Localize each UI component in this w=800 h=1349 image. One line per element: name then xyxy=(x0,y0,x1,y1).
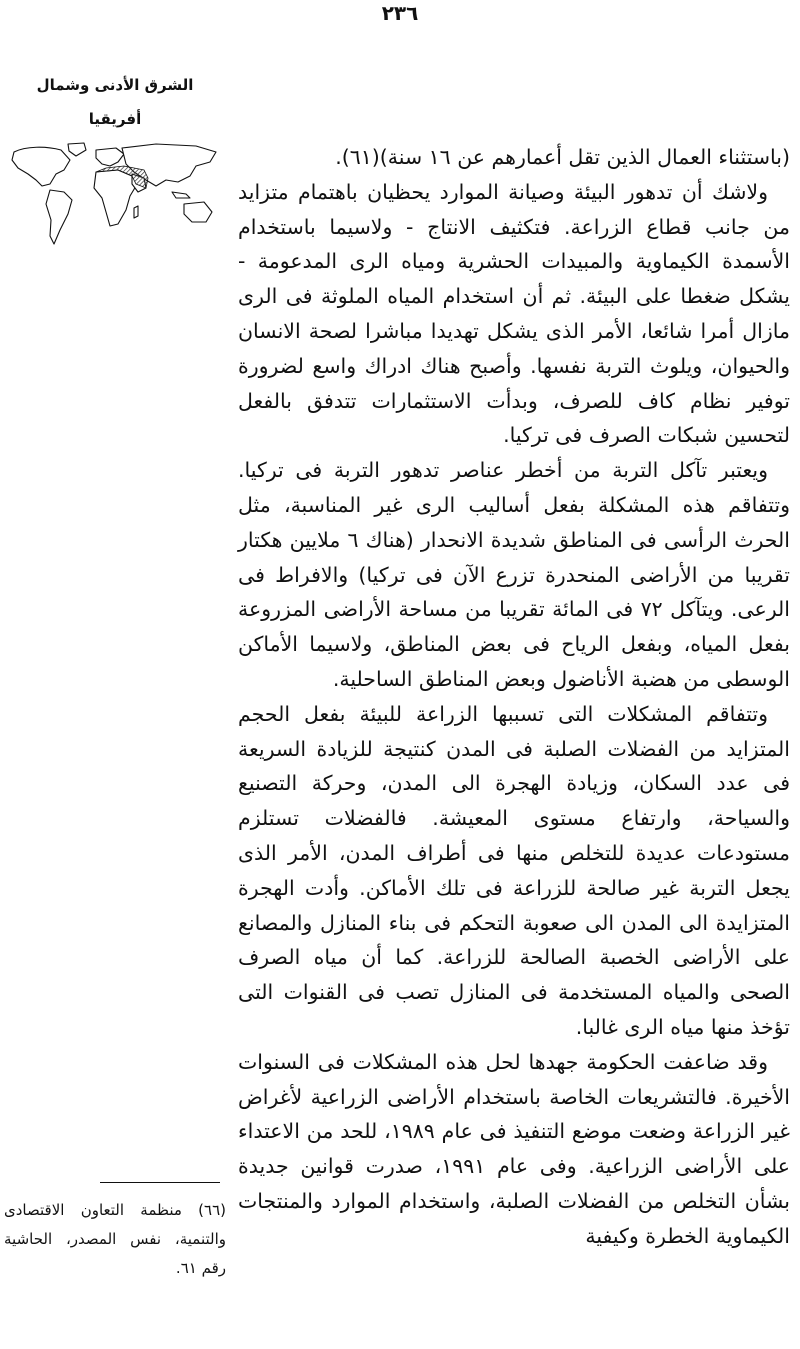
paragraph-2: ولاشك أن تدهور البيئة وصيانة الموارد يحظيان باهتمام متزايد من جانب قطاع الزراعة. فتكثيف الانتاج - ولاسيما باستخدام الأسمدة الكيماوية والمبيدات الحشرية ومياه الرى المدعومة - يشكل ضغطا على البيئة. ثم أن استخدام المياه الملوثة فى الرى مازال أمرا شائعا، الأمر الذى يشكل تهديدا مباشرا لصحة الانسان والحيوان، ويلوث التربة نفسها. وأصبح هناك ادراك واسع لضرورة توفير نظام كاف للصرف، وبدأت الاستثمارات تتدفق بالفعل لتحسين شبكات الصرف فى تركيا. xyxy=(238,179,790,448)
greenland-shape xyxy=(68,143,86,156)
south-america-shape xyxy=(46,190,72,244)
paragraph-4: وتتفاقم المشكلات التى تسببها الزراعة للبيئة بفعل الحجم المتزايد من الفضلات الصلبة فى المدن كنتيجة للزيادة السريعة فى عدد السكان، وزيادة الهجرة الى المدن، وحركة التصنيع والسياحة، وارتفاع مستوى المعيشة. فالفضلات تستلزم مستودعات عديدة للتخلص منها فى أطراف المدن، الأمر الذى يجعل التربة غير صالحة للزراعة فى تلك الأماكن. وأدت الهجرة المتزايدة الى المدن الى صعوبة التحكم فى بناء المنازل والمصانع على الأراضى الخصبة الصالحة للزراعة. كما أن مياه الصرف الصحى والمياه المستخدمة فى المنازل تصب فى القنوات التى تؤخذ منها مياه الرى غالبا. xyxy=(238,701,790,1039)
footnote-divider xyxy=(100,1182,220,1183)
sidebar-caption-line1: الشرق الأدنى وشمال xyxy=(36,76,194,94)
madagascar-shape xyxy=(134,206,138,218)
paragraph-1: (باستثناء العمال الذين تقل أعمارهم عن ١٦ سنة)(٦١). xyxy=(335,145,790,169)
paragraph-5: وقد ضاعفت الحكومة جهدها لحل هذه المشكلات فى السنوات الأخيرة. فالتشريعات الخاصة باستخدام الأراضى الزراعية لأغراض غير الزراعة وضعت موضع التنفيذ فى عام ١٩٨٩، للحد من الاعتداء على الأراضى الزراعية. وفى عام ١٩٩١، صدرت قوانين جديدة بشأن التخلص من الفضلات الصلبة، واستخدام الموارد والمنتجات الكيماوية الخطرة وكيفية xyxy=(238,1049,790,1248)
sidebar-caption xyxy=(10,68,220,136)
australia-shape xyxy=(184,202,212,222)
europe-shape xyxy=(96,148,124,166)
paragraph-3: ويعتبر تآكل التربة من أخطر عناصر تدهور التربة فى تركيا. وتتفاقم هذه المشكلة بفعل أساليب الرى غير المناسبة، مثل الحرث الرأسى فى المناطق شديدة الانحدار (هناك ٦ ملايين هكتار تقريبا من الأراضى المنحدرة تزرع الآن فى تركيا) والافراط فى الرعى. ويتآكل ٧٢ فى المائة تقريبا من مساحة الأراضى المزروعة بفعل المياه، وبفعل الرياح فى بعض المناطق، ولاسيما الأماكن الوسطى من هضبة الأناضول وبعض المناطق الساحلية. xyxy=(238,458,790,691)
north-america-shape xyxy=(12,147,70,186)
africa-shape xyxy=(94,170,136,226)
indonesia-shape xyxy=(172,192,190,198)
main-body-text xyxy=(238,140,790,1254)
sidebar-caption-line2: أفريقيا xyxy=(88,110,142,128)
footnote: (٦٦) منظمة التعاون الاقتصادى والتنمية، نفس المصدر، الحاشية رقم ٦١. xyxy=(4,1201,226,1277)
world-map-figure xyxy=(6,140,226,250)
page-number: ٢٣٦ xyxy=(381,1,419,25)
